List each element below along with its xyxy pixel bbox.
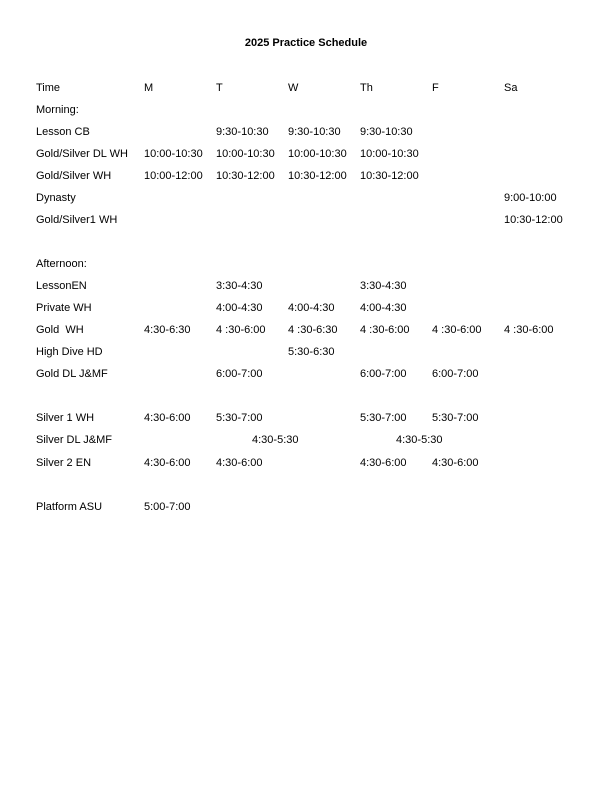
row-label: Gold DL J&MF <box>36 368 108 380</box>
table-row <box>0 213 612 227</box>
table-row <box>0 147 612 161</box>
cell-mon: 4:30-6:00 <box>144 412 191 424</box>
cell-tue: 10:00-10:30 <box>216 148 275 160</box>
cell-sat: 4 :30-6:00 <box>504 324 554 336</box>
header-tue: T <box>216 82 223 94</box>
cell-sat: 10:30-12:00 <box>504 214 563 226</box>
cell-tue: 9:30-10:30 <box>216 126 269 138</box>
row-label: Dynasty <box>36 192 76 204</box>
cell-tue: 6:00-7:00 <box>216 368 263 380</box>
cell-thu: 3:30-4:30 <box>360 280 407 292</box>
cell-wed: 10:30-12:00 <box>288 170 347 182</box>
cell-wed: 9:30-10:30 <box>288 126 341 138</box>
cell-fri: 4:30-6:00 <box>432 457 479 469</box>
morning-section-label <box>0 103 612 117</box>
cell-tue: 4:30-6:00 <box>216 457 263 469</box>
table-row <box>0 411 612 425</box>
cell-mon: 4:30-6:00 <box>144 457 191 469</box>
afternoon-section-label <box>0 257 612 271</box>
cell-tue: 4 :30-6:00 <box>216 324 266 336</box>
table-row <box>0 433 612 447</box>
cell-thu: 4:00-4:30 <box>360 302 407 314</box>
table-row <box>0 500 612 514</box>
cell-thu: 4 :30-6:00 <box>360 324 410 336</box>
header-sat: Sa <box>504 82 518 94</box>
cell-mon: 10:00-12:00 <box>144 170 203 182</box>
header-thu: Th <box>360 82 373 94</box>
row-label: Private WH <box>36 302 92 314</box>
cell-fri: 5:30-7:00 <box>432 412 479 424</box>
section-label: Afternoon: <box>36 258 87 270</box>
table-row <box>0 367 612 381</box>
cell-thu: 9:30-10:30 <box>360 126 413 138</box>
table-row <box>0 279 612 293</box>
header-row <box>0 81 612 95</box>
row-label: Silver DL J&MF <box>36 434 112 446</box>
table-row <box>0 169 612 183</box>
cell-fri: 6:00-7:00 <box>432 368 479 380</box>
cell-thu: 10:30-12:00 <box>360 170 419 182</box>
cell-mon: 4:30-6:30 <box>144 324 191 336</box>
cell-sat: 9:00-10:00 <box>504 192 557 204</box>
header-fri: F <box>432 82 439 94</box>
table-row <box>0 456 612 470</box>
cell-thu: 5:30-7:00 <box>360 412 407 424</box>
cell-thu: 4:30-6:00 <box>360 457 407 469</box>
cell-wed: 5:30-6:30 <box>288 346 335 358</box>
row-label: Gold WH <box>36 324 84 336</box>
header-time: Time <box>36 82 61 94</box>
section-label: Morning: <box>36 104 79 116</box>
row-label: Gold/Silver1 WH <box>36 214 118 226</box>
table-row <box>0 323 612 337</box>
cell-mon: 5:00-7:00 <box>144 501 191 513</box>
row-label: High Dive HD <box>36 346 103 358</box>
cell-wed: 4:00-4:30 <box>288 302 335 314</box>
row-label: Gold/Silver DL WH <box>36 148 128 160</box>
row-label: LessonEN <box>36 280 87 292</box>
cell-thu: 6:00-7:00 <box>360 368 407 380</box>
cell-thu-fri: 4:30-5:30 <box>396 434 443 446</box>
row-label: Silver 1 WH <box>36 412 95 424</box>
row-label: Lesson CB <box>36 126 90 138</box>
table-row <box>0 191 612 205</box>
cell-wed: 4 :30-6:30 <box>288 324 338 336</box>
cell-wed: 10:00-10:30 <box>288 148 347 160</box>
cell-tue: 10:30-12:00 <box>216 170 275 182</box>
cell-tue: 5:30-7:00 <box>216 412 263 424</box>
table-row <box>0 345 612 359</box>
row-label: Platform ASU <box>36 501 103 513</box>
cell-tue: 4:00-4:30 <box>216 302 263 314</box>
cell-thu: 10:00-10:30 <box>360 148 419 160</box>
page-title: 2025 Practice Schedule <box>244 37 368 49</box>
row-label: Gold/Silver WH <box>36 170 112 182</box>
table-row <box>0 125 612 139</box>
row-label: Silver 2 EN <box>36 457 92 469</box>
header-mon: M <box>144 82 154 94</box>
cell-mon: 10:00-10:30 <box>144 148 203 160</box>
cell-tue: 3:30-4:30 <box>216 280 263 292</box>
header-wed: W <box>288 82 299 94</box>
cell-tue-wed: 4:30-5:30 <box>252 434 299 446</box>
table-row <box>0 301 612 315</box>
cell-fri: 4 :30-6:00 <box>432 324 482 336</box>
